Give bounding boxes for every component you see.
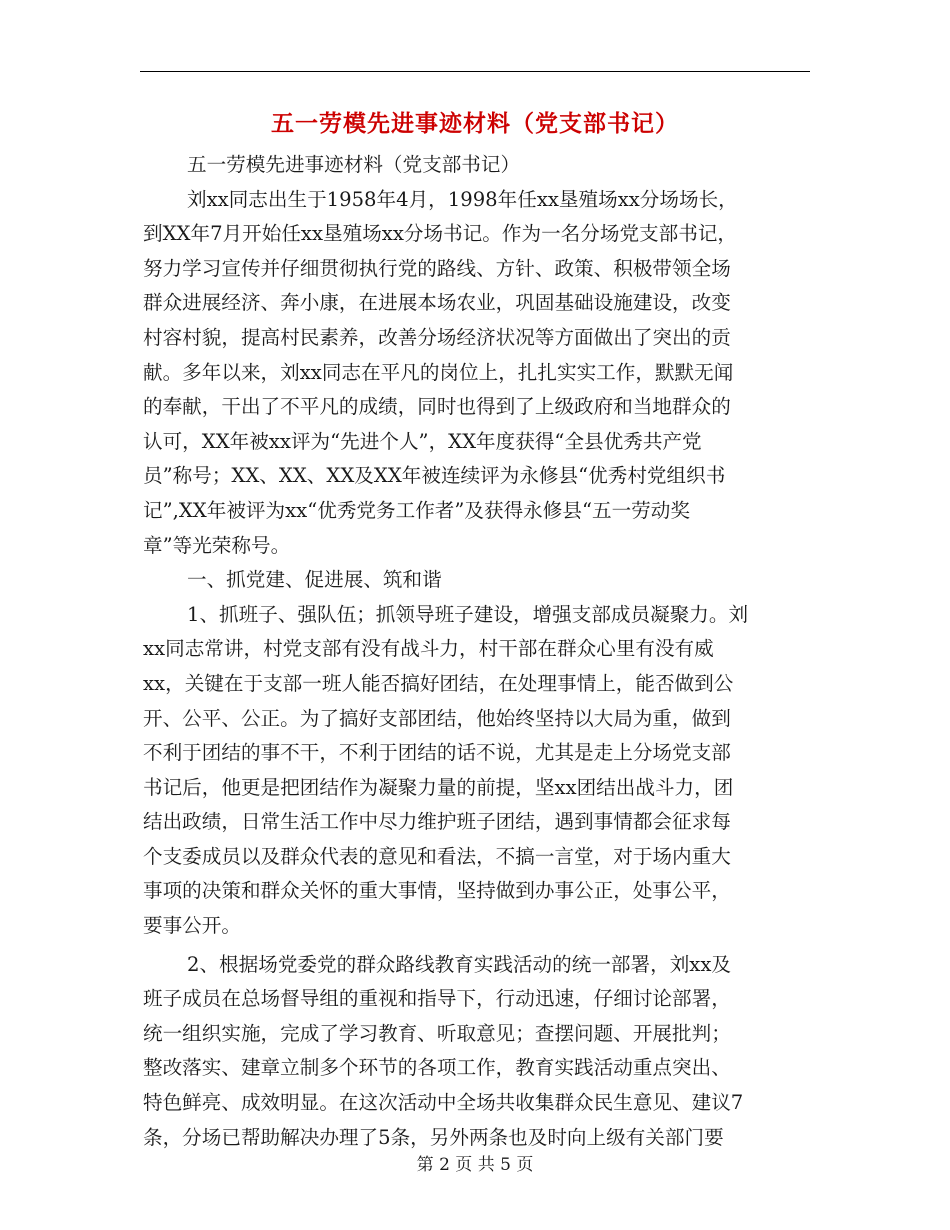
text-line: 的奉献，干出了不平凡的成绩，同时也得到了上级政府和当地群众的 <box>143 395 731 419</box>
body-paragraph <box>143 598 810 944</box>
text-line: 群众进展经济、奔小康，在进展本场农业，巩固基础设施建设，改变 <box>143 291 731 315</box>
text-line: 刘xx同志出生于1958年4月，1998年任xx垦殖场xx分场场长， <box>187 187 738 211</box>
section-heading <box>143 563 810 598</box>
text-line: 条，分场已帮助解决办理了5条，另外两条也及时向上级有关部门要 <box>143 1125 724 1149</box>
document-body <box>143 148 810 1155</box>
document-title: 五一劳模先进事迹材料（党支部书记） <box>271 111 679 137</box>
text-line: 统一组织实施，完成了学习教育、听取意见；查摆问题、开展批判； <box>143 1021 731 1045</box>
text-line: 章”等光荣称号。 <box>143 533 291 557</box>
text-line: 1、抓班子、强队伍；抓领导班子建设，增强支部成员凝聚力。刘 <box>187 602 749 626</box>
text-line: xx同志常讲，村党支部有没有战斗力，村干部在群众心里有没有威 <box>143 637 714 661</box>
text-line: 到XX年7月开始任xx垦殖场xx分场书记。作为一名分场党支部书记， <box>143 222 738 246</box>
text-line: 员”称号；XX、XX、XX及XX年被连续评为永修县“优秀村党组织书 <box>143 464 726 488</box>
text-line: 一、抓党建、促进展、筑和谐 <box>187 568 442 592</box>
body-paragraph <box>143 948 810 1156</box>
text-line: 村容村貌，提高村民素养，改善分场经济状况等方面做出了突出的贡 <box>143 325 731 349</box>
text-line: 献。多年以来，刘xx同志在平凡的岗位上，扎扎实实工作，默默无闻 <box>143 360 734 384</box>
intro-paragraph <box>143 183 810 564</box>
text-line: 努力学习宣传并仔细贯彻执行党的路线、方针、政策、积极带领全场 <box>143 256 731 280</box>
text-line: 个支委成员以及群众代表的意见和看法，不搞一言堂，对于场内重大 <box>143 844 731 868</box>
subtitle-paragraph <box>143 148 810 183</box>
header-rule <box>140 71 810 72</box>
text-line: 结出政绩，日常生活工作中尽力维护班子团结，遇到事情都会征求每 <box>143 810 731 834</box>
text-line: 五一劳模先进事迹材料（党支部书记） <box>187 153 521 176</box>
text-line: 记”,XX年被评为xx“优秀党务工作者”及获得永修县“五一劳动奖 <box>143 498 690 522</box>
text-line: 开、公平、公正。为了搞好支部团结，他始终坚持以大局为重，做到 <box>143 706 731 730</box>
text-line: xx，关键在于支部一班人能否搞好团结，在处理事情上，能否做到公 <box>143 671 734 695</box>
text-line: 要事公开。 <box>143 914 241 938</box>
text-line: 书记后，他更是把团结作为凝聚力量的前提，坚xx团结出战斗力，团 <box>143 775 734 799</box>
text-line: 特色鲜亮、成效明显。在这次活动中全场共收集群众民生意见、建议7 <box>143 1091 744 1115</box>
text-line: 班子成员在总场督导组的重视和指导下，行动迅速，仔细讨论部署， <box>143 987 731 1011</box>
text-line: 2、根据场党委党的群众路线教育实践活动的统一部署，刘xx及 <box>187 952 732 976</box>
page-number-footer: 第 2 页 共 5 页 <box>416 1155 534 1175</box>
text-line: 不利于团结的事不干，不利于团结的话不说，尤其是走上分场党支部 <box>143 741 731 765</box>
text-line: 整改落实、建章立制多个环节的各项工作，教育实践活动重点突出、 <box>143 1056 731 1080</box>
text-line: 认可，XX年被xx评为“先进个人”，XX年度获得“全县优秀共产党 <box>143 429 702 453</box>
text-line: 事项的决策和群众关怀的重大事情，坚持做到办事公正，处事公平， <box>143 879 731 903</box>
